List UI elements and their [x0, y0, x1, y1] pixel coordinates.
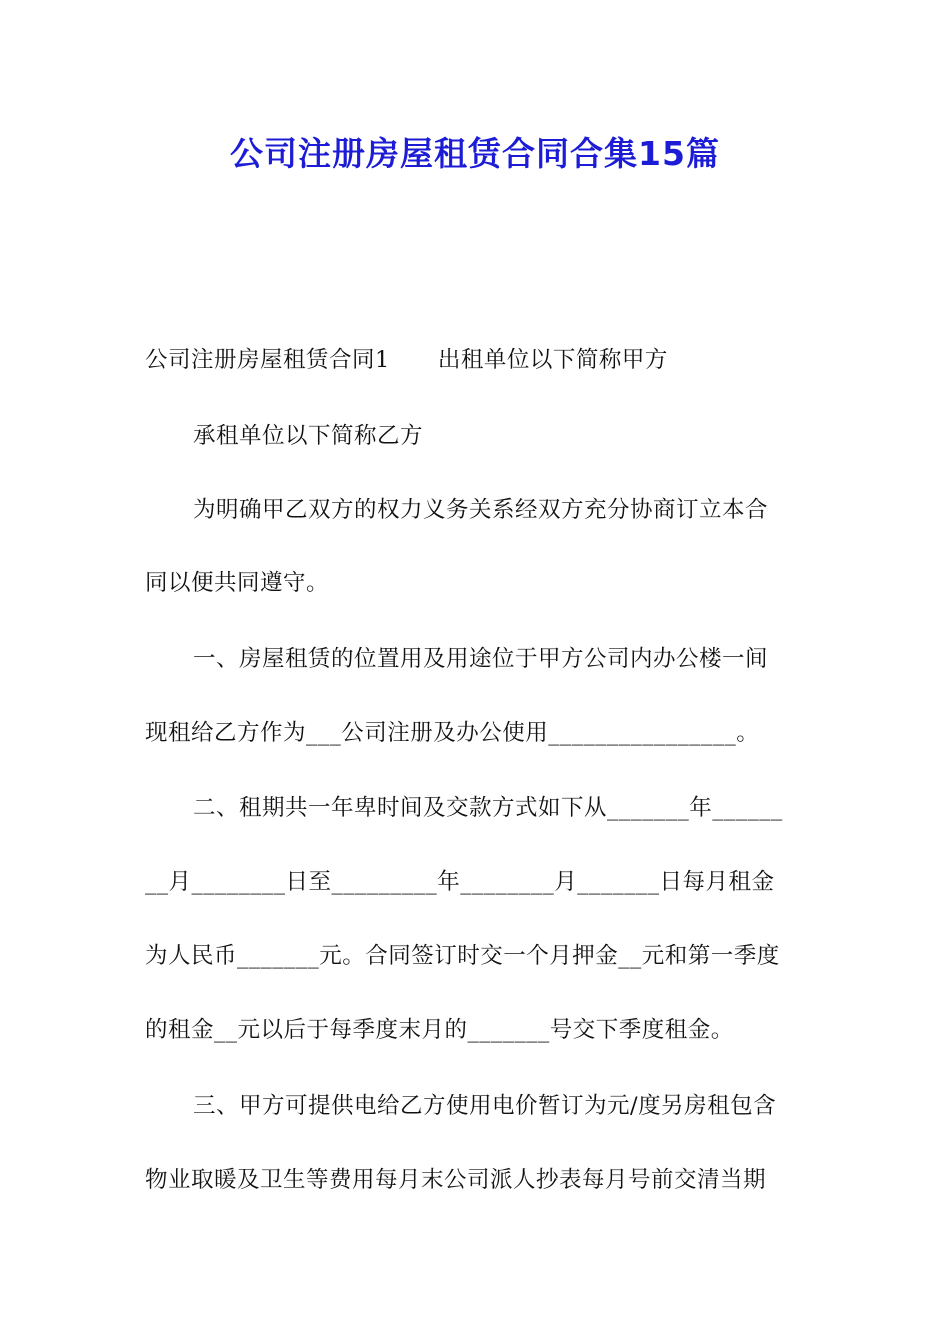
text-line: 为明确甲乙双方的权力义务关系经双方充分协商订立本合: [193, 497, 769, 523]
heading-line: [145, 345, 810, 375]
text-line: 出租单位以下简称甲方: [437, 347, 668, 373]
text-line: 同以便共同遵守。: [145, 570, 330, 596]
text-line: 二、租期共一年卑时间及交款方式如下从_______年______: [193, 795, 783, 821]
text-line: 物业取暖及卫生等费用每月末公司派人抄表每月号前交清当期: [145, 1167, 767, 1193]
text-line: 三、甲方可提供电给乙方使用电价暂订为元/度另房租包含: [193, 1093, 777, 1119]
document-title: 公司注册房屋租赁合同合集15篇: [230, 134, 720, 173]
contract-heading: 公司注册房屋租赁合同1: [145, 347, 390, 373]
text-line: 的租金__元以后于每季度末月的_______号交下季度租金。: [145, 1017, 734, 1043]
text-line: 为人民币_______元。合同签订时交一个月押金__元和第一季度: [145, 943, 780, 969]
text-line: __月________日至_________年________月_______日每月租金: [145, 869, 775, 895]
text-line: 现租给乙方作为___公司注册及办公使用________________。: [145, 720, 760, 746]
text-line: 一、房屋租赁的位置用及用途位于甲方公司内办公楼一间: [193, 646, 769, 672]
text-line: 承租单位以下简称乙方: [193, 423, 424, 449]
